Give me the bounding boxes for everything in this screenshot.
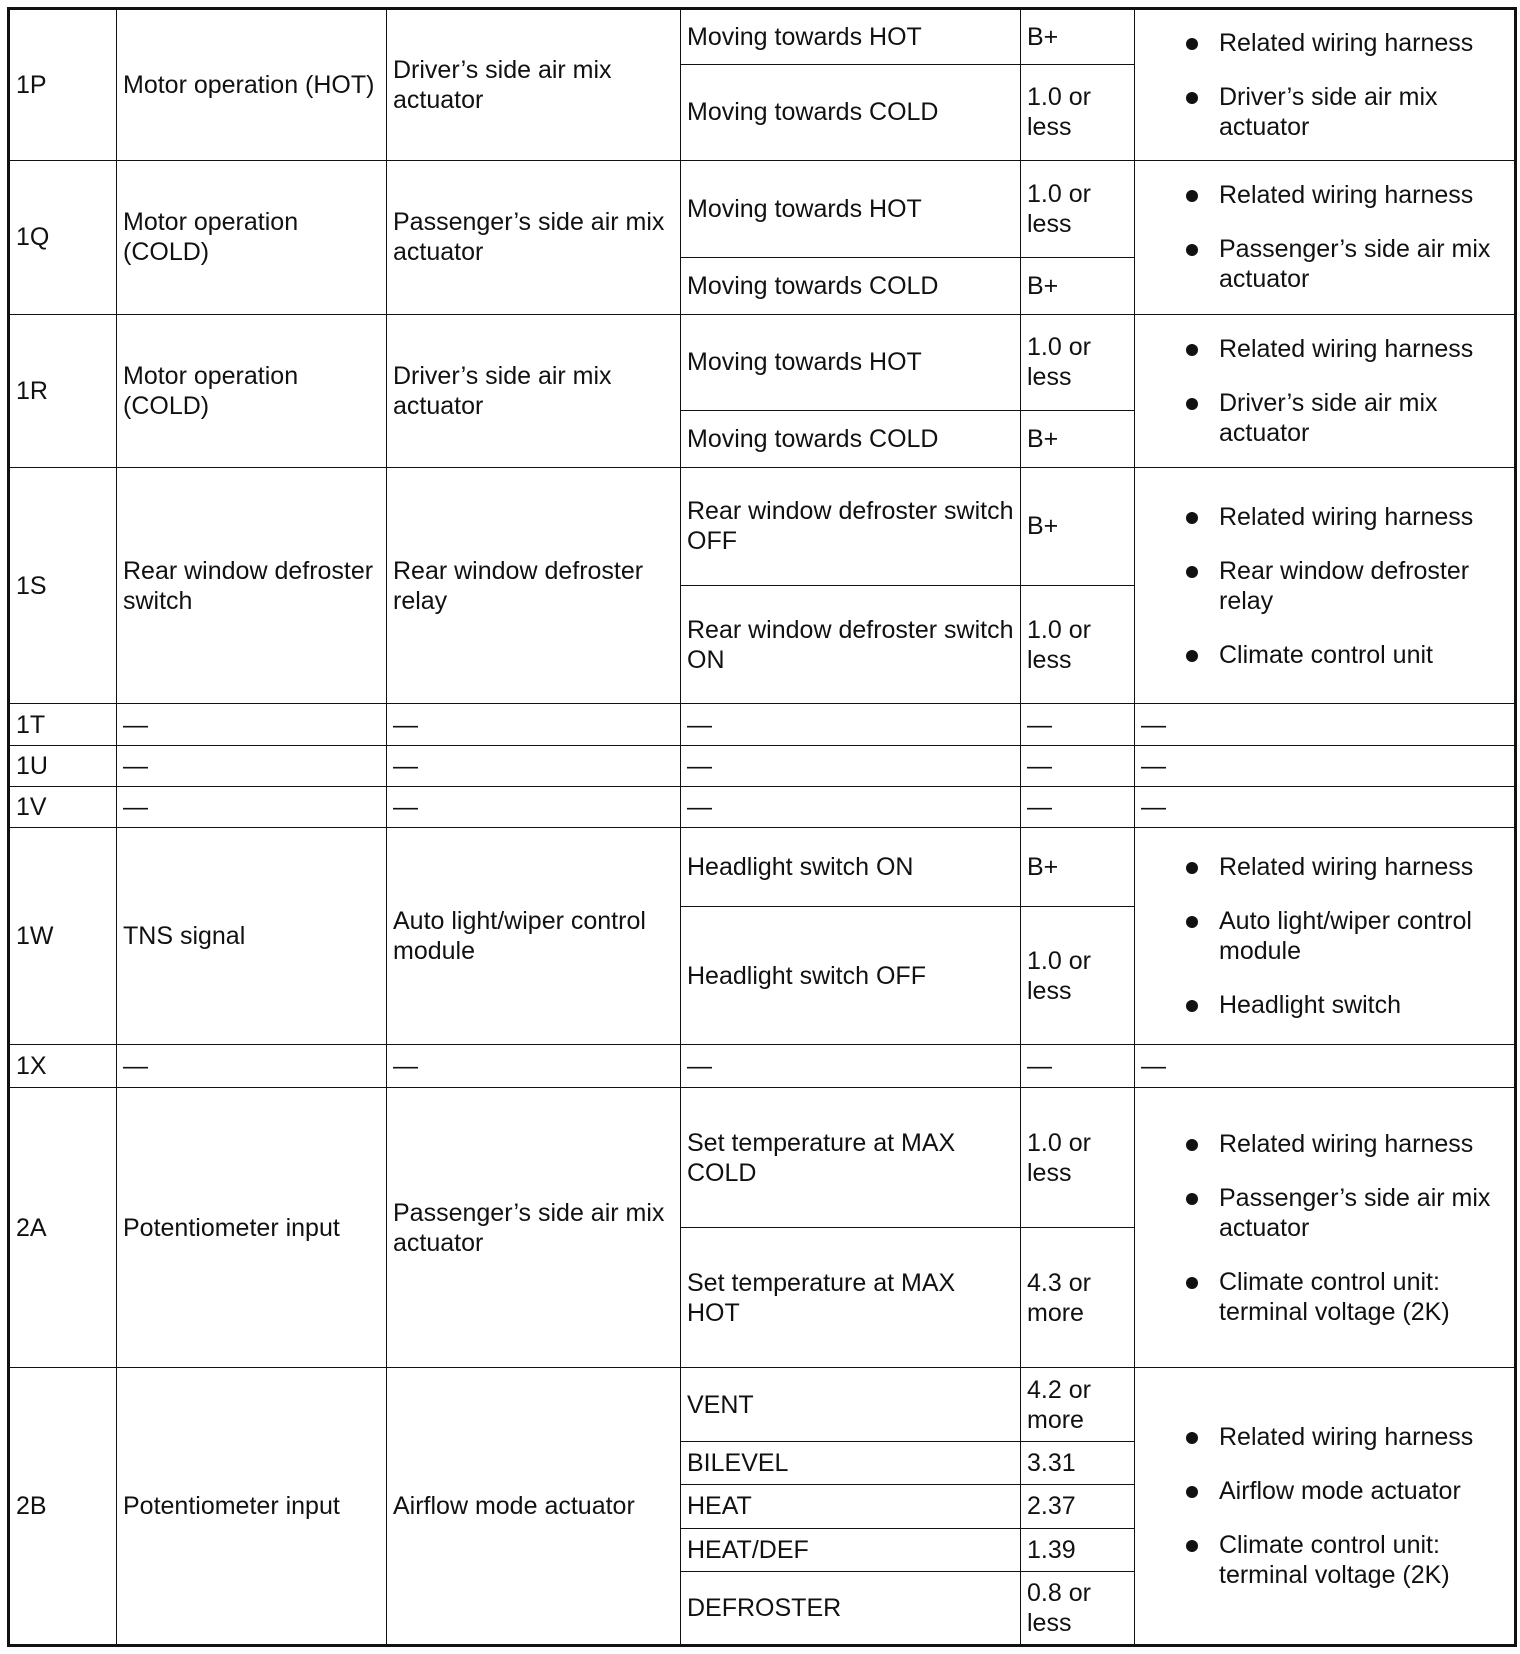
condition-cell: Set temperature at MAX COLD: [681, 1088, 1021, 1228]
signal-cell: —: [117, 786, 387, 827]
voltage-cell: 4.2 or more: [1021, 1368, 1135, 1442]
list-item: Related wiring harness: [1141, 180, 1502, 210]
condition-cell: Moving towards HOT: [681, 161, 1021, 258]
list-item: Related wiring harness: [1141, 1422, 1502, 1452]
voltage-cell: B+: [1021, 9, 1135, 65]
condition-cell: Moving towards HOT: [681, 314, 1021, 411]
voltage-cell: B+: [1021, 467, 1135, 585]
voltage-cell: 1.0 or less: [1021, 586, 1135, 704]
voltage-cell: —: [1021, 1044, 1135, 1087]
table-row: [9, 786, 1516, 827]
condition-cell: Rear window defroster switch OFF: [681, 467, 1021, 585]
bullet-icon: [1186, 38, 1198, 50]
list-item: Related wiring harness: [1141, 502, 1502, 532]
inspection-cell: [1135, 314, 1516, 467]
voltage-cell: 1.0 or less: [1021, 1088, 1135, 1228]
connected-to-cell: —: [387, 1044, 681, 1087]
condition-cell: Moving towards COLD: [681, 64, 1021, 161]
bullet-icon: [1186, 398, 1198, 410]
table-row: [9, 9, 1516, 65]
connected-to-cell: Rear window defroster relay: [387, 467, 681, 704]
voltage-cell: 2.37: [1021, 1485, 1135, 1528]
inspection-cell: [1135, 1088, 1516, 1368]
terminal-cell: 1R: [9, 314, 117, 467]
voltage-cell: B+: [1021, 411, 1135, 468]
list-item: Climate control unit: terminal voltage (2K): [1141, 1267, 1502, 1327]
list-item: Passenger’s side air mix actuator: [1141, 234, 1502, 294]
condition-cell: Set temperature at MAX HOT: [681, 1228, 1021, 1368]
list-item: Related wiring harness: [1141, 852, 1502, 882]
condition-cell: BILEVEL: [681, 1442, 1021, 1485]
condition-cell: Moving towards COLD: [681, 411, 1021, 468]
list-item: Headlight switch: [1141, 990, 1502, 1020]
condition-cell: Headlight switch ON: [681, 827, 1021, 906]
condition-cell: Moving towards COLD: [681, 257, 1021, 314]
bullet-icon: [1186, 344, 1198, 356]
voltage-cell: B+: [1021, 827, 1135, 906]
condition-cell: HEAT/DEF: [681, 1528, 1021, 1571]
signal-cell: TNS signal: [117, 827, 387, 1044]
table-row: [9, 1044, 1516, 1087]
terminal-cell: 1Q: [9, 161, 117, 314]
inspection-cell: [1135, 827, 1516, 1044]
signal-cell: —: [117, 1044, 387, 1087]
connected-to-cell: Passenger’s side air mix actuator: [387, 1088, 681, 1368]
voltage-cell: 1.39: [1021, 1528, 1135, 1571]
condition-cell: —: [681, 745, 1021, 786]
inspection-cell: —: [1135, 704, 1516, 745]
signal-cell: —: [117, 704, 387, 745]
connected-to-cell: Passenger’s side air mix actuator: [387, 161, 681, 314]
terminal-cell: 2B: [9, 1368, 117, 1646]
terminal-cell: 1X: [9, 1044, 117, 1087]
bullet-icon: [1186, 862, 1198, 874]
connected-to-cell: —: [387, 786, 681, 827]
voltage-cell: —: [1021, 786, 1135, 827]
bullet-icon: [1186, 190, 1198, 202]
bullet-icon: [1186, 916, 1198, 928]
list-item: Airflow mode actuator: [1141, 1476, 1502, 1506]
bullet-icon: [1186, 1540, 1198, 1552]
voltage-cell: 4.3 or more: [1021, 1228, 1135, 1368]
bullet-icon: [1186, 1486, 1198, 1498]
inspection-cell: [1135, 9, 1516, 161]
table-row: [9, 467, 1516, 585]
voltage-cell: 1.0 or less: [1021, 64, 1135, 161]
terminal-cell: 1P: [9, 9, 117, 161]
bullet-icon: [1186, 566, 1198, 578]
connected-to-cell: Airflow mode actuator: [387, 1368, 681, 1646]
bullet-icon: [1186, 244, 1198, 256]
condition-cell: VENT: [681, 1368, 1021, 1442]
inspection-cell: —: [1135, 786, 1516, 827]
connected-to-cell: —: [387, 704, 681, 745]
list-item: Driver’s side air mix actuator: [1141, 82, 1502, 142]
voltage-cell: 1.0 or less: [1021, 907, 1135, 1045]
condition-cell: DEFROSTER: [681, 1571, 1021, 1645]
condition-cell: —: [681, 1044, 1021, 1087]
signal-cell: Motor operation (COLD): [117, 314, 387, 467]
terminal-cell: 1U: [9, 745, 117, 786]
voltage-cell: 1.0 or less: [1021, 161, 1135, 258]
inspection-cell: —: [1135, 1044, 1516, 1087]
table-row: [9, 1368, 1516, 1442]
connected-to-cell: Auto light/wiper control module: [387, 827, 681, 1044]
list-item: Related wiring harness: [1141, 1129, 1502, 1159]
list-item: Auto light/wiper control module: [1141, 906, 1502, 966]
bullet-icon: [1186, 1139, 1198, 1151]
list-item: Climate control unit: [1141, 640, 1502, 670]
bullet-icon: [1186, 1277, 1198, 1289]
inspection-cell: [1135, 161, 1516, 314]
list-item: Related wiring harness: [1141, 334, 1502, 364]
signal-cell: Potentiometer input: [117, 1088, 387, 1368]
bullet-icon: [1186, 92, 1198, 104]
condition-cell: Headlight switch OFF: [681, 907, 1021, 1045]
signal-cell: Rear window defroster switch: [117, 467, 387, 704]
voltage-cell: 0.8 or less: [1021, 1571, 1135, 1645]
terminal-cell: 1T: [9, 704, 117, 745]
table-row: [9, 314, 1516, 411]
bullet-icon: [1186, 1000, 1198, 1012]
inspection-cell: [1135, 1368, 1516, 1646]
bullet-icon: [1186, 1432, 1198, 1444]
inspection-cell: —: [1135, 745, 1516, 786]
condition-cell: Rear window defroster switch ON: [681, 586, 1021, 704]
bullet-icon: [1186, 1193, 1198, 1205]
bullet-icon: [1186, 650, 1198, 662]
list-item: Related wiring harness: [1141, 28, 1502, 58]
voltage-cell: 3.31: [1021, 1442, 1135, 1485]
table-row: [9, 161, 1516, 258]
list-item: Driver’s side air mix actuator: [1141, 388, 1502, 448]
condition-cell: —: [681, 786, 1021, 827]
table-row: [9, 827, 1516, 906]
terminal-cell: 1W: [9, 827, 117, 1044]
condition-cell: HEAT: [681, 1485, 1021, 1528]
terminal-voltage-table: [7, 7, 1517, 1647]
signal-cell: Motor operation (HOT): [117, 9, 387, 161]
condition-cell: Moving towards HOT: [681, 9, 1021, 65]
terminal-cell: 1S: [9, 467, 117, 704]
terminal-cell: 2A: [9, 1088, 117, 1368]
voltage-cell: 1.0 or less: [1021, 314, 1135, 411]
terminal-cell: 1V: [9, 786, 117, 827]
table-row: [9, 1088, 1516, 1228]
voltage-cell: —: [1021, 745, 1135, 786]
connected-to-cell: Driver’s side air mix actuator: [387, 9, 681, 161]
signal-cell: Motor operation (COLD): [117, 161, 387, 314]
list-item: Rear window defroster relay: [1141, 556, 1502, 616]
signal-cell: Potentiometer input: [117, 1368, 387, 1646]
list-item: Climate control unit: terminal voltage (2K): [1141, 1530, 1502, 1590]
table-row: [9, 704, 1516, 745]
signal-cell: —: [117, 745, 387, 786]
voltage-cell: B+: [1021, 257, 1135, 314]
condition-cell: —: [681, 704, 1021, 745]
bullet-icon: [1186, 512, 1198, 524]
list-item: Passenger’s side air mix actuator: [1141, 1183, 1502, 1243]
inspection-cell: [1135, 467, 1516, 704]
connected-to-cell: Driver’s side air mix actuator: [387, 314, 681, 467]
table-row: [9, 745, 1516, 786]
voltage-cell: —: [1021, 704, 1135, 745]
connected-to-cell: —: [387, 745, 681, 786]
